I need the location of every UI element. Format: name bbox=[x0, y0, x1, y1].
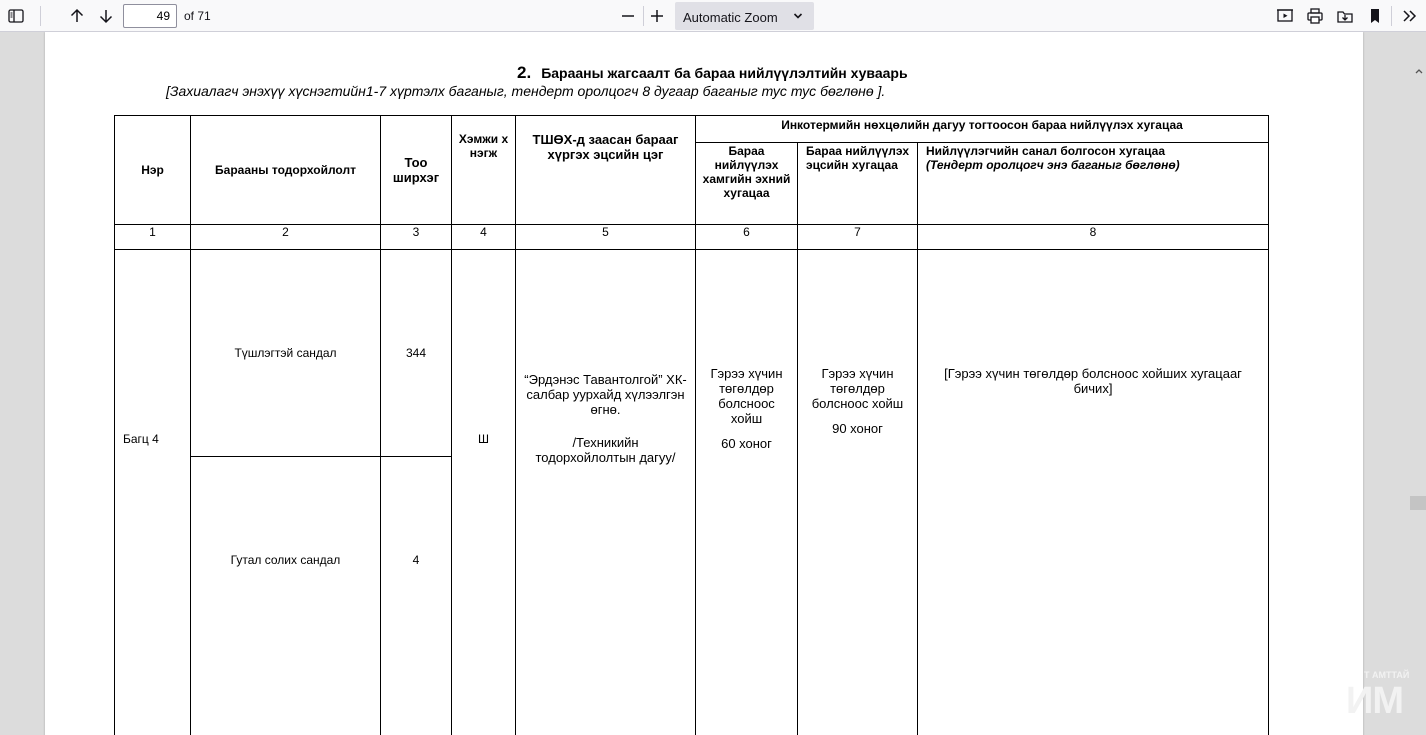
page-heading bbox=[517, 63, 908, 83]
header-supplier-offer-note: (Тендерт оролцогч энэ баганыг бөглөнө) bbox=[926, 158, 1180, 172]
header-delivery-point: ТШӨХ-д заасан барааг хүргэх эцсийн цэг bbox=[516, 116, 696, 225]
delivery-point-cell bbox=[516, 250, 696, 735]
print-icon[interactable] bbox=[1303, 4, 1327, 28]
heading-number: 2. bbox=[517, 63, 532, 82]
column-number: 2 bbox=[191, 225, 381, 250]
header-quantity: Тоо ширхэг bbox=[381, 116, 452, 225]
watermark-small-text: Т АМТТАЙ bbox=[1364, 670, 1410, 680]
header-supplier-offer-title: Нийлүүлэгчийн санал болгосон хугацаа bbox=[926, 144, 1166, 158]
header-final-delivery: Бараа нийлүүлэх эцсийн хугацаа bbox=[798, 143, 918, 225]
pdf-toolbar bbox=[0, 0, 1426, 32]
sidebar-toggle-icon[interactable] bbox=[4, 4, 28, 28]
header-earliest-delivery: Бараа нийлүүлэх хамгийн эхний хугацаа bbox=[696, 143, 798, 225]
item-unit: Ш bbox=[452, 250, 516, 735]
page-subheading: [Захиалагч энэхүү хүснэгтийн1-7 хүртэлх баганыг, тендерт оролцогч 8 дугаар баганыг тус тус бөглөнө ]. bbox=[166, 83, 886, 99]
item-name: Түшлэгтэй сандал bbox=[191, 250, 381, 457]
earliest-delivery-days: 60 хоног bbox=[721, 436, 772, 451]
pdf-viewer[interactable] bbox=[0, 32, 1426, 735]
header-unit: Хэмжи х нэгж bbox=[452, 116, 516, 225]
final-delivery: Гэрээ хүчин төгөлдөр болсноос хойш bbox=[811, 366, 904, 411]
item-quantity: 344 bbox=[381, 250, 452, 457]
scrollbar-thumb[interactable] bbox=[1410, 496, 1426, 510]
goods-schedule-table bbox=[114, 115, 1269, 735]
delivery-point: “Эрдэнэс Тавантолгой” ХК-салбар уурхайд хүлээлгэн өгнө. bbox=[524, 372, 687, 417]
column-number: 6 bbox=[696, 225, 798, 250]
earliest-delivery-cell bbox=[696, 250, 798, 735]
header-name: Нэр bbox=[115, 116, 191, 225]
double-chevron-right-icon[interactable] bbox=[1398, 4, 1422, 28]
presentation-icon[interactable] bbox=[1273, 4, 1297, 28]
supplier-offer-cell: [Гэрээ хүчин төгөлдөр болсноос хойших хугацааг бичих] bbox=[918, 250, 1269, 735]
column-number: 7 bbox=[798, 225, 918, 250]
watermark-text: ИМ bbox=[1346, 680, 1403, 722]
heading-text: Барааны жагсаалт ба бараа нийлүүлэлтийн хуваарь bbox=[541, 65, 908, 81]
column-number: 3 bbox=[381, 225, 452, 250]
header-incoterms-group: Инкотермийн нөхцөлийн дагуу тогтоосон бараа нийлүүлэх хугацаа bbox=[696, 116, 1269, 143]
minus-icon[interactable] bbox=[616, 4, 640, 28]
column-number: 8 bbox=[918, 225, 1269, 250]
pdf-page bbox=[45, 32, 1363, 735]
page-total-label: of 71 bbox=[184, 9, 211, 23]
column-number: 1 bbox=[115, 225, 191, 250]
toolbar-separator bbox=[643, 6, 644, 26]
item-name: Гутал солих сандал bbox=[191, 457, 381, 735]
final-delivery-days: 90 хоног bbox=[832, 421, 883, 436]
earliest-delivery: Гэрээ хүчин төгөлдөр болсноос хойш bbox=[710, 366, 783, 426]
zoom-select[interactable] bbox=[675, 2, 814, 30]
column-number: 4 bbox=[452, 225, 516, 250]
column-number: 5 bbox=[516, 225, 696, 250]
plus-icon[interactable] bbox=[645, 4, 669, 28]
toolbar-separator bbox=[40, 6, 41, 26]
download-icon[interactable] bbox=[1333, 4, 1357, 28]
item-quantity: 4 bbox=[381, 457, 452, 735]
zoom-value: Automatic Zoom bbox=[683, 10, 778, 25]
arrow-up-icon[interactable] bbox=[65, 4, 89, 28]
final-delivery-cell bbox=[798, 250, 918, 735]
arrow-down-icon[interactable] bbox=[94, 4, 118, 28]
page-number-input[interactable] bbox=[123, 4, 177, 28]
scroll-up-icon[interactable] bbox=[1414, 66, 1424, 76]
toolbar-separator bbox=[1391, 6, 1392, 26]
header-supplier-offer bbox=[918, 143, 1269, 225]
chevron-down-icon bbox=[792, 10, 804, 22]
bookmark-icon[interactable] bbox=[1363, 4, 1387, 28]
delivery-note: /Техникийн тодорхойлолтын дагуу/ bbox=[535, 435, 676, 465]
header-description: Барааны тодорхойлолт bbox=[191, 116, 381, 225]
lot-name: Багц 4 bbox=[115, 250, 191, 735]
